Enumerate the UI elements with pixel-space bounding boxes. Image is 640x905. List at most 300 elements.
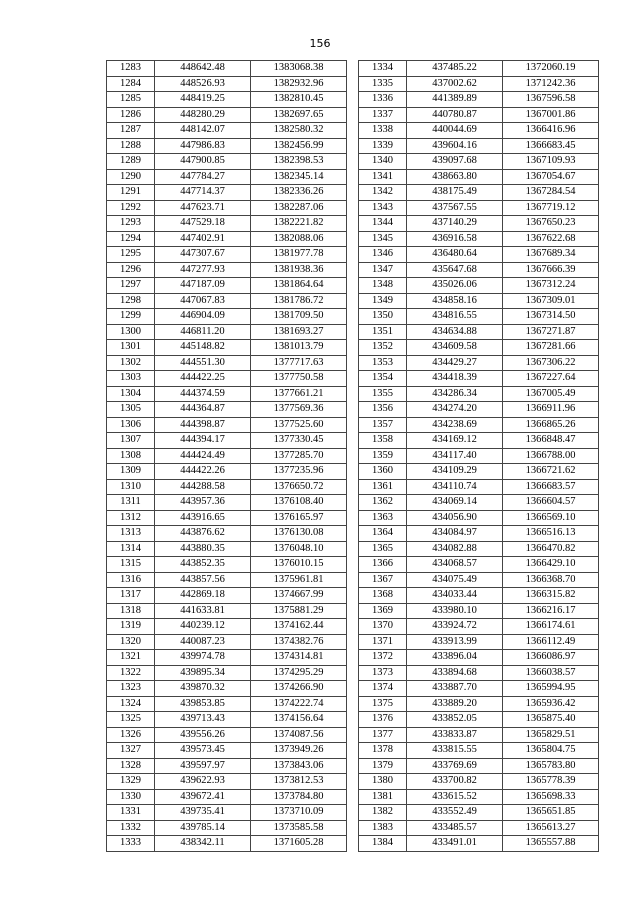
table-row (107, 557, 347, 573)
y-coordinate-cell: 1376108.40 (251, 495, 347, 511)
table-row (107, 433, 347, 449)
x-coordinate-cell: 434169.12 (407, 433, 503, 449)
x-coordinate-cell: 434069.14 (407, 495, 503, 511)
table-row (359, 293, 599, 309)
table-row (107, 278, 347, 294)
table-row (107, 712, 347, 728)
table-row (107, 138, 347, 154)
point-number-cell: 1304 (107, 386, 155, 402)
x-coordinate-cell: 434056.90 (407, 510, 503, 526)
x-coordinate-cell: 443876.62 (155, 526, 251, 542)
table-row (107, 650, 347, 666)
x-coordinate-cell: 434418.39 (407, 371, 503, 387)
x-coordinate-cell: 444394.17 (155, 433, 251, 449)
point-number-cell: 1326 (107, 727, 155, 743)
table-row (107, 417, 347, 433)
table-row (359, 479, 599, 495)
x-coordinate-cell: 434634.88 (407, 324, 503, 340)
table-row (359, 231, 599, 247)
x-coordinate-cell: 433887.70 (407, 681, 503, 697)
table-row (107, 107, 347, 123)
table-row (359, 76, 599, 92)
x-coordinate-cell: 446904.09 (155, 309, 251, 325)
x-coordinate-cell: 448526.93 (155, 76, 251, 92)
table-row (359, 805, 599, 821)
y-coordinate-cell: 1377285.70 (251, 448, 347, 464)
table-row (107, 665, 347, 681)
table-row (359, 169, 599, 185)
y-coordinate-cell: 1382221.82 (251, 216, 347, 232)
table-row (107, 479, 347, 495)
x-coordinate-cell: 443916.65 (155, 510, 251, 526)
y-coordinate-cell: 1366038.57 (503, 665, 599, 681)
point-number-cell: 1346 (359, 247, 407, 263)
x-coordinate-cell: 444424.49 (155, 448, 251, 464)
table-row (359, 696, 599, 712)
x-coordinate-cell: 434274.20 (407, 402, 503, 418)
point-number-cell: 1344 (359, 216, 407, 232)
x-coordinate-cell: 439573.45 (155, 743, 251, 759)
x-coordinate-cell: 447187.09 (155, 278, 251, 294)
point-number-cell: 1368 (359, 588, 407, 604)
y-coordinate-cell: 1377235.96 (251, 464, 347, 480)
x-coordinate-cell: 434110.74 (407, 479, 503, 495)
table-row (359, 61, 599, 77)
point-number-cell: 1363 (359, 510, 407, 526)
table-row (107, 448, 347, 464)
table-row (359, 371, 599, 387)
y-coordinate-cell: 1382398.53 (251, 154, 347, 170)
point-number-cell: 1374 (359, 681, 407, 697)
y-coordinate-cell: 1377525.60 (251, 417, 347, 433)
point-number-cell: 1352 (359, 340, 407, 356)
y-coordinate-cell: 1377330.45 (251, 433, 347, 449)
y-coordinate-cell: 1366368.70 (503, 572, 599, 588)
x-coordinate-cell: 438342.11 (155, 836, 251, 852)
table-row (107, 185, 347, 201)
y-coordinate-cell: 1382287.06 (251, 200, 347, 216)
table-row (359, 386, 599, 402)
table-row (359, 603, 599, 619)
y-coordinate-cell: 1382810.45 (251, 92, 347, 108)
x-coordinate-cell: 434033.44 (407, 588, 503, 604)
x-coordinate-cell: 437567.55 (407, 200, 503, 216)
table-row (359, 340, 599, 356)
point-number-cell: 1349 (359, 293, 407, 309)
x-coordinate-cell: 447714.37 (155, 185, 251, 201)
point-number-cell: 1371 (359, 634, 407, 650)
y-coordinate-cell: 1374156.64 (251, 712, 347, 728)
table-row (359, 138, 599, 154)
y-coordinate-cell: 1367596.58 (503, 92, 599, 108)
y-coordinate-cell: 1377569.36 (251, 402, 347, 418)
x-coordinate-cell: 445148.82 (155, 340, 251, 356)
point-number-cell: 1345 (359, 231, 407, 247)
x-coordinate-cell: 440239.12 (155, 619, 251, 635)
table-row (107, 324, 347, 340)
point-number-cell: 1334 (359, 61, 407, 77)
table-row (107, 526, 347, 542)
point-number-cell: 1365 (359, 541, 407, 557)
y-coordinate-cell: 1373812.53 (251, 774, 347, 790)
table-row (107, 541, 347, 557)
point-number-cell: 1295 (107, 247, 155, 263)
y-coordinate-cell: 1366216.17 (503, 603, 599, 619)
table-row (359, 510, 599, 526)
x-coordinate-cell: 438663.80 (407, 169, 503, 185)
y-coordinate-cell: 1373843.06 (251, 758, 347, 774)
table-row (107, 231, 347, 247)
point-number-cell: 1289 (107, 154, 155, 170)
point-number-cell: 1324 (107, 696, 155, 712)
point-number-cell: 1318 (107, 603, 155, 619)
y-coordinate-cell: 1366086.97 (503, 650, 599, 666)
coordinate-table-right (358, 60, 599, 852)
point-number-cell: 1306 (107, 417, 155, 433)
table-row (107, 76, 347, 92)
table-row (359, 324, 599, 340)
y-coordinate-cell: 1365783.80 (503, 758, 599, 774)
x-coordinate-cell: 440780.87 (407, 107, 503, 123)
y-coordinate-cell: 1365936.42 (503, 696, 599, 712)
point-number-cell: 1348 (359, 278, 407, 294)
point-number-cell: 1303 (107, 371, 155, 387)
y-coordinate-cell: 1376650.72 (251, 479, 347, 495)
x-coordinate-cell: 437140.29 (407, 216, 503, 232)
x-coordinate-cell: 439097.68 (407, 154, 503, 170)
y-coordinate-cell: 1367622.68 (503, 231, 599, 247)
y-coordinate-cell: 1367650.23 (503, 216, 599, 232)
y-coordinate-cell: 1371242.36 (503, 76, 599, 92)
point-number-cell: 1353 (359, 355, 407, 371)
x-coordinate-cell: 448280.29 (155, 107, 251, 123)
y-coordinate-cell: 1367281.66 (503, 340, 599, 356)
point-number-cell: 1360 (359, 464, 407, 480)
x-coordinate-cell: 447277.93 (155, 262, 251, 278)
y-coordinate-cell: 1375881.29 (251, 603, 347, 619)
y-coordinate-cell: 1381938.36 (251, 262, 347, 278)
x-coordinate-cell: 447986.83 (155, 138, 251, 154)
point-number-cell: 1342 (359, 185, 407, 201)
x-coordinate-cell: 443857.56 (155, 572, 251, 588)
table-row (359, 200, 599, 216)
y-coordinate-cell: 1376130.08 (251, 526, 347, 542)
y-coordinate-cell: 1366416.96 (503, 123, 599, 139)
table-row (107, 495, 347, 511)
x-coordinate-cell: 438175.49 (407, 185, 503, 201)
table-row (107, 169, 347, 185)
x-coordinate-cell: 439622.93 (155, 774, 251, 790)
x-coordinate-cell: 443852.35 (155, 557, 251, 573)
point-number-cell: 1327 (107, 743, 155, 759)
y-coordinate-cell: 1381786.72 (251, 293, 347, 309)
table-row (107, 619, 347, 635)
x-coordinate-cell: 448419.25 (155, 92, 251, 108)
table-row (359, 758, 599, 774)
x-coordinate-cell: 433491.01 (407, 836, 503, 852)
y-coordinate-cell: 1374667.99 (251, 588, 347, 604)
point-number-cell: 1355 (359, 386, 407, 402)
point-number-cell: 1322 (107, 665, 155, 681)
table-row (107, 805, 347, 821)
table-row (359, 464, 599, 480)
point-number-cell: 1372 (359, 650, 407, 666)
table-row (359, 619, 599, 635)
table-row (359, 309, 599, 325)
x-coordinate-cell: 444364.87 (155, 402, 251, 418)
point-number-cell: 1380 (359, 774, 407, 790)
x-coordinate-cell: 434075.49 (407, 572, 503, 588)
x-coordinate-cell: 433852.05 (407, 712, 503, 728)
x-coordinate-cell: 447529.18 (155, 216, 251, 232)
point-number-cell: 1377 (359, 727, 407, 743)
table-row (107, 340, 347, 356)
point-number-cell: 1314 (107, 541, 155, 557)
point-number-cell: 1311 (107, 495, 155, 511)
y-coordinate-cell: 1374162.44 (251, 619, 347, 635)
y-coordinate-cell: 1376048.10 (251, 541, 347, 557)
y-coordinate-cell: 1367271.87 (503, 324, 599, 340)
point-number-cell: 1325 (107, 712, 155, 728)
y-coordinate-cell: 1365651.85 (503, 805, 599, 821)
x-coordinate-cell: 442869.18 (155, 588, 251, 604)
point-number-cell: 1383 (359, 820, 407, 836)
point-number-cell: 1293 (107, 216, 155, 232)
point-number-cell: 1328 (107, 758, 155, 774)
y-coordinate-cell: 1365613.27 (503, 820, 599, 836)
point-number-cell: 1333 (107, 836, 155, 852)
table-row (107, 371, 347, 387)
point-number-cell: 1375 (359, 696, 407, 712)
point-number-cell: 1376 (359, 712, 407, 728)
point-number-cell: 1361 (359, 479, 407, 495)
table-row (359, 216, 599, 232)
x-coordinate-cell: 439735.41 (155, 805, 251, 821)
x-coordinate-cell: 433896.04 (407, 650, 503, 666)
table-row (107, 727, 347, 743)
table-row (359, 665, 599, 681)
table-row (107, 743, 347, 759)
x-coordinate-cell: 447402.91 (155, 231, 251, 247)
coordinate-table-left (106, 60, 347, 852)
x-coordinate-cell: 433913.99 (407, 634, 503, 650)
table-row (359, 154, 599, 170)
y-coordinate-cell: 1366683.45 (503, 138, 599, 154)
table-row (359, 417, 599, 433)
x-coordinate-cell: 434068.57 (407, 557, 503, 573)
table-row (359, 402, 599, 418)
x-coordinate-cell: 439556.26 (155, 727, 251, 743)
x-coordinate-cell: 433980.10 (407, 603, 503, 619)
y-coordinate-cell: 1365778.39 (503, 774, 599, 790)
y-coordinate-cell: 1367001.86 (503, 107, 599, 123)
table-row (107, 820, 347, 836)
x-coordinate-cell: 434109.29 (407, 464, 503, 480)
point-number-cell: 1319 (107, 619, 155, 635)
table-row (359, 727, 599, 743)
table-row (107, 247, 347, 263)
y-coordinate-cell: 1382345.14 (251, 169, 347, 185)
point-number-cell: 1285 (107, 92, 155, 108)
point-number-cell: 1362 (359, 495, 407, 511)
y-coordinate-cell: 1366429.10 (503, 557, 599, 573)
point-number-cell: 1343 (359, 200, 407, 216)
y-coordinate-cell: 1365829.51 (503, 727, 599, 743)
x-coordinate-cell: 439895.34 (155, 665, 251, 681)
x-coordinate-cell: 443880.35 (155, 541, 251, 557)
point-number-cell: 1300 (107, 324, 155, 340)
y-coordinate-cell: 1366174.61 (503, 619, 599, 635)
table-row (359, 433, 599, 449)
x-coordinate-cell: 439785.14 (155, 820, 251, 836)
y-coordinate-cell: 1367284.54 (503, 185, 599, 201)
table-row (359, 820, 599, 836)
x-coordinate-cell: 437485.22 (407, 61, 503, 77)
y-coordinate-cell: 1366848.47 (503, 433, 599, 449)
table-row (107, 402, 347, 418)
point-number-cell: 1379 (359, 758, 407, 774)
point-number-cell: 1302 (107, 355, 155, 371)
x-coordinate-cell: 434082.88 (407, 541, 503, 557)
x-coordinate-cell: 434286.34 (407, 386, 503, 402)
y-coordinate-cell: 1366470.82 (503, 541, 599, 557)
x-coordinate-cell: 434816.55 (407, 309, 503, 325)
x-coordinate-cell: 448142.07 (155, 123, 251, 139)
table-row (107, 774, 347, 790)
y-coordinate-cell: 1367314.50 (503, 309, 599, 325)
table-row (359, 634, 599, 650)
table-row (359, 123, 599, 139)
point-number-cell: 1370 (359, 619, 407, 635)
y-coordinate-cell: 1366604.57 (503, 495, 599, 511)
y-coordinate-cell: 1367109.93 (503, 154, 599, 170)
point-number-cell: 1294 (107, 231, 155, 247)
y-coordinate-cell: 1367005.49 (503, 386, 599, 402)
x-coordinate-cell: 436480.64 (407, 247, 503, 263)
table-row (359, 650, 599, 666)
table-row (107, 200, 347, 216)
y-coordinate-cell: 1381977.78 (251, 247, 347, 263)
x-coordinate-cell: 433700.82 (407, 774, 503, 790)
point-number-cell: 1292 (107, 200, 155, 216)
y-coordinate-cell: 1366865.26 (503, 417, 599, 433)
y-coordinate-cell: 1377750.58 (251, 371, 347, 387)
table-row (359, 107, 599, 123)
x-coordinate-cell: 437002.62 (407, 76, 503, 92)
table-row (359, 495, 599, 511)
point-number-cell: 1340 (359, 154, 407, 170)
table-row (107, 61, 347, 77)
table-row (359, 247, 599, 263)
table-row (107, 696, 347, 712)
table-row (107, 92, 347, 108)
table-row (107, 758, 347, 774)
x-coordinate-cell: 435647.68 (407, 262, 503, 278)
point-number-cell: 1364 (359, 526, 407, 542)
y-coordinate-cell: 1366112.49 (503, 634, 599, 650)
point-number-cell: 1286 (107, 107, 155, 123)
x-coordinate-cell: 446811.20 (155, 324, 251, 340)
point-number-cell: 1312 (107, 510, 155, 526)
table-row (359, 92, 599, 108)
point-number-cell: 1367 (359, 572, 407, 588)
table-row (359, 448, 599, 464)
table-row (359, 185, 599, 201)
table-row (359, 541, 599, 557)
y-coordinate-cell: 1383068.38 (251, 61, 347, 77)
point-number-cell: 1310 (107, 479, 155, 495)
y-coordinate-cell: 1374382.76 (251, 634, 347, 650)
table-row (107, 216, 347, 232)
x-coordinate-cell: 441389.89 (407, 92, 503, 108)
y-coordinate-cell: 1381693.27 (251, 324, 347, 340)
table-row (359, 789, 599, 805)
y-coordinate-cell: 1376010.15 (251, 557, 347, 573)
point-number-cell: 1290 (107, 169, 155, 185)
table-row (107, 588, 347, 604)
x-coordinate-cell: 443957.36 (155, 495, 251, 511)
y-coordinate-cell: 1374087.56 (251, 727, 347, 743)
point-number-cell: 1384 (359, 836, 407, 852)
x-coordinate-cell: 444398.87 (155, 417, 251, 433)
point-number-cell: 1359 (359, 448, 407, 464)
table-row (107, 572, 347, 588)
point-number-cell: 1317 (107, 588, 155, 604)
y-coordinate-cell: 1382580.32 (251, 123, 347, 139)
x-coordinate-cell: 434429.27 (407, 355, 503, 371)
x-coordinate-cell: 434609.58 (407, 340, 503, 356)
x-coordinate-cell: 433833.87 (407, 727, 503, 743)
y-coordinate-cell: 1373949.26 (251, 743, 347, 759)
x-coordinate-cell: 444551.30 (155, 355, 251, 371)
point-number-cell: 1284 (107, 76, 155, 92)
y-coordinate-cell: 1371605.28 (251, 836, 347, 852)
x-coordinate-cell: 447900.85 (155, 154, 251, 170)
x-coordinate-cell: 434084.97 (407, 526, 503, 542)
table-row (359, 262, 599, 278)
point-number-cell: 1335 (359, 76, 407, 92)
point-number-cell: 1291 (107, 185, 155, 201)
x-coordinate-cell: 439853.85 (155, 696, 251, 712)
y-coordinate-cell: 1376165.97 (251, 510, 347, 526)
y-coordinate-cell: 1365698.33 (503, 789, 599, 805)
y-coordinate-cell: 1366315.82 (503, 588, 599, 604)
table-row (107, 293, 347, 309)
x-coordinate-cell: 433552.49 (407, 805, 503, 821)
y-coordinate-cell: 1366569.10 (503, 510, 599, 526)
point-number-cell: 1297 (107, 278, 155, 294)
table-row (107, 355, 347, 371)
x-coordinate-cell: 441633.81 (155, 603, 251, 619)
y-coordinate-cell: 1382697.65 (251, 107, 347, 123)
point-number-cell: 1296 (107, 262, 155, 278)
y-coordinate-cell: 1367227.64 (503, 371, 599, 387)
y-coordinate-cell: 1381013.79 (251, 340, 347, 356)
y-coordinate-cell: 1367719.12 (503, 200, 599, 216)
point-number-cell: 1331 (107, 805, 155, 821)
x-coordinate-cell: 444374.59 (155, 386, 251, 402)
table-row (107, 309, 347, 325)
table-row (359, 743, 599, 759)
table-row (359, 681, 599, 697)
x-coordinate-cell: 439604.16 (407, 138, 503, 154)
point-number-cell: 1287 (107, 123, 155, 139)
y-coordinate-cell: 1374222.74 (251, 696, 347, 712)
y-coordinate-cell: 1366683.57 (503, 479, 599, 495)
x-coordinate-cell: 439597.97 (155, 758, 251, 774)
x-coordinate-cell: 436916.58 (407, 231, 503, 247)
y-coordinate-cell: 1374295.29 (251, 665, 347, 681)
